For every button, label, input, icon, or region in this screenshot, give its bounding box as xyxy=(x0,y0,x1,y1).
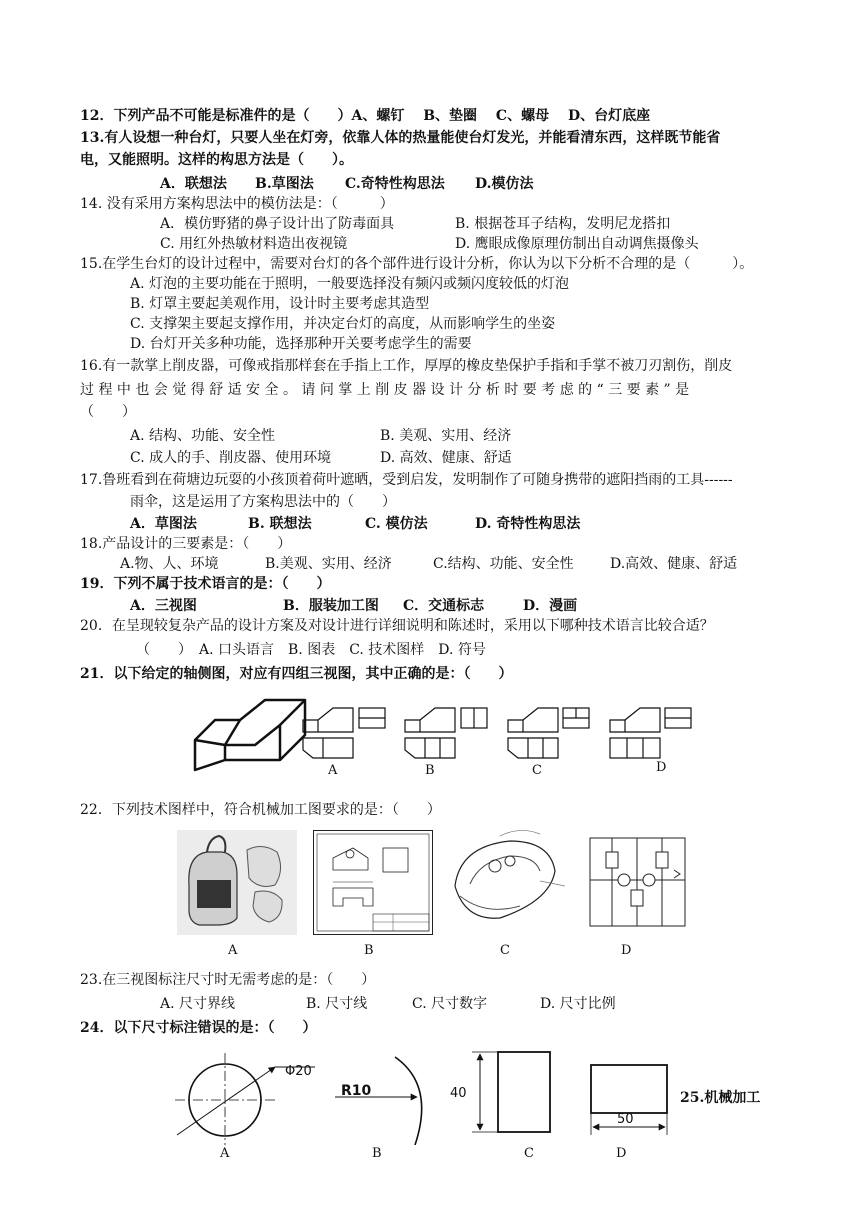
q21-label-b: B xyxy=(425,763,435,778)
q15-option-b: B. 灯罩主要起美观作用，设计时主要考虑其造型 xyxy=(130,296,430,312)
question-16-line1: 16.有一款掌上削皮器，可像戒指那样套在手指上工作，厚厚的橡皮垫保护手指和手掌不被刀刃割伤，削皮 xyxy=(80,358,733,374)
question-16-line3: （ ） xyxy=(80,404,136,420)
q23-option-c: C. 尺寸数字 xyxy=(412,996,488,1012)
question-25: 25.机械加工 xyxy=(680,1090,761,1106)
q21-figures xyxy=(185,690,705,780)
q13-option-a: A．联想法 xyxy=(160,176,227,192)
q15-option-c: C. 支撑架主要起支撑作用，并决定台灯的高度，从而影响学生的坐姿 xyxy=(130,316,556,332)
question-13-line2: 电，又能照明。这样的构思方法是（ ）。 xyxy=(80,152,353,168)
q24-dim-h: 40 xyxy=(450,1086,467,1101)
q24-label-b: B xyxy=(372,1146,382,1161)
q21-label-a: A xyxy=(328,763,338,778)
question-13-line1: 13.有人设想一种台灯，只要人坐在灯旁，依靠人体的热量能使台灯发光，并能看清东西，这样既节能省 xyxy=(80,130,721,146)
q17-option-a: A．草图法 xyxy=(130,516,197,532)
q24-label-a: A xyxy=(220,1146,230,1161)
question-14: 14. 没有采用方案构思法中的模仿法是：（ ） xyxy=(80,196,394,212)
q16-option-a: A. 结构、功能、安全性 xyxy=(130,428,276,444)
question-24: 24．以下尺寸标注错误的是：（ ） xyxy=(80,1020,317,1036)
q15-option-a: A. 灯泡的主要功能在于照明，一般要选择没有频闪或频闪度较低的灯泡 xyxy=(130,276,570,292)
q24-dim-r: R10 xyxy=(341,1083,372,1099)
q18-option-d: D.高效、健康、舒适 xyxy=(610,556,738,572)
q19-option-a: A．三视图 xyxy=(130,598,197,614)
q19-option-c: C．交通标志 xyxy=(403,598,485,614)
q21-label-c: C xyxy=(532,763,542,778)
q17-option-d: D. 奇特性构思法 xyxy=(475,516,581,532)
q22-image-a-sketch xyxy=(177,830,297,935)
question-12: 12．下列产品不可能是标准件的是（ ）A、螺钉 B、垫圈 C、螺母 D、台灯底座 xyxy=(80,108,651,124)
q17-option-c: C. 模仿法 xyxy=(365,516,428,532)
q19-option-b: B．服装加工图 xyxy=(283,598,379,614)
q18-option-a: A.物、人、环境 xyxy=(120,556,219,572)
q23-option-b: B. 尺寸线 xyxy=(306,996,368,1012)
q15-option-d: D. 台灯开关多种功能，选择那种开关要考虑学生的需要 xyxy=(130,336,472,352)
question-18: 18.产品设计的三要素是：（ ） xyxy=(80,536,292,552)
q22-label-d: D xyxy=(621,943,632,958)
q24-label-c: C xyxy=(524,1146,534,1161)
q13-option-b: B.草图法 xyxy=(255,176,314,192)
q19-option-d: D．漫画 xyxy=(523,598,578,614)
q24-label-d: D xyxy=(616,1146,627,1161)
q22-label-a: A xyxy=(228,943,238,958)
question-20-line1: 20．在呈现较复杂产品的设计方案及对设计进行详细说明和陈述时，采用以下哪种技术语言比较合适？ xyxy=(80,618,714,634)
q18-option-b: B.美观、实用、经济 xyxy=(265,556,392,572)
question-22: 22．下列技术图样中，符合机械加工图要求的是：（ ） xyxy=(80,802,441,818)
q23-option-a: A. 尺寸界线 xyxy=(160,996,236,1012)
question-16-line2: 过 程 中 也 会 觉 得 舒 适 安 全 。 请 问 掌 上 削 皮 器 设 计 分 析 时 要 考 虑 的 “ 三 要 素 ” 是 xyxy=(80,382,690,398)
q22-image-b-mechanical-drawing xyxy=(313,830,433,935)
q24-dim-w: 50 xyxy=(617,1112,634,1127)
q14-option-c: C. 用红外热敏材料造出夜视镜 xyxy=(160,236,348,252)
q22-image-c-car-sketch xyxy=(440,826,570,936)
q22-label-c: C xyxy=(500,943,510,958)
q18-option-c: C.结构、功能、安全性 xyxy=(433,556,574,572)
q13-option-c: C.奇特性构思法 xyxy=(345,176,445,192)
q16-option-b: B. 美观、实用、经济 xyxy=(380,428,512,444)
q22-image-d-circuit-diagram xyxy=(582,830,692,935)
q16-option-c: C. 成人的手、削皮器、使用环境 xyxy=(130,450,332,466)
question-17-line2: 雨伞，这是运用了方案构思法中的（ ） xyxy=(130,494,396,510)
question-15: 15.在学生台灯的设计过程中，需要对台灯的各个部件进行设计分析，你认为以下分析不合理的是（ ）。 xyxy=(80,256,754,272)
q13-option-d: D.模仿法 xyxy=(475,176,534,192)
question-21: 21．以下给定的轴侧图，对应有四组三视图，其中正确的是：（ ） xyxy=(80,666,513,682)
q21-label-d: D xyxy=(656,760,667,775)
q23-option-d: D. 尺寸比例 xyxy=(540,996,616,1012)
q14-option-a: A．模仿野猪的鼻子设计出了防毒面具 xyxy=(160,216,395,232)
q16-option-d: D. 高效、健康、舒适 xyxy=(380,450,512,466)
q14-option-b: B. 根据苍耳子结构，发明尼龙搭扣 xyxy=(455,216,671,232)
question-23: 23.在三视图标注尺寸时无需考虑的是：（ ） xyxy=(80,972,376,988)
q22-label-b: B xyxy=(364,943,374,958)
q14-option-d: D. 鹰眼成像原理仿制出自动调焦摄像头 xyxy=(455,236,699,252)
q17-option-b: B. 联想法 xyxy=(248,516,312,532)
question-17-line1: 17.鲁班看到在荷塘边玩耍的小孩顶着荷叶遮晒，受到启发，发明制作了可随身携带的遮阳挡雨的工具------ xyxy=(80,472,733,488)
q24-dim-phi: Φ20 xyxy=(285,1064,312,1079)
question-19: 19．下列不属于技术语言的是：（ ） xyxy=(80,576,331,592)
question-20-line2: （ ） A. 口头语言 B. 图表 C. 技术图样 D. 符号 xyxy=(136,642,486,658)
